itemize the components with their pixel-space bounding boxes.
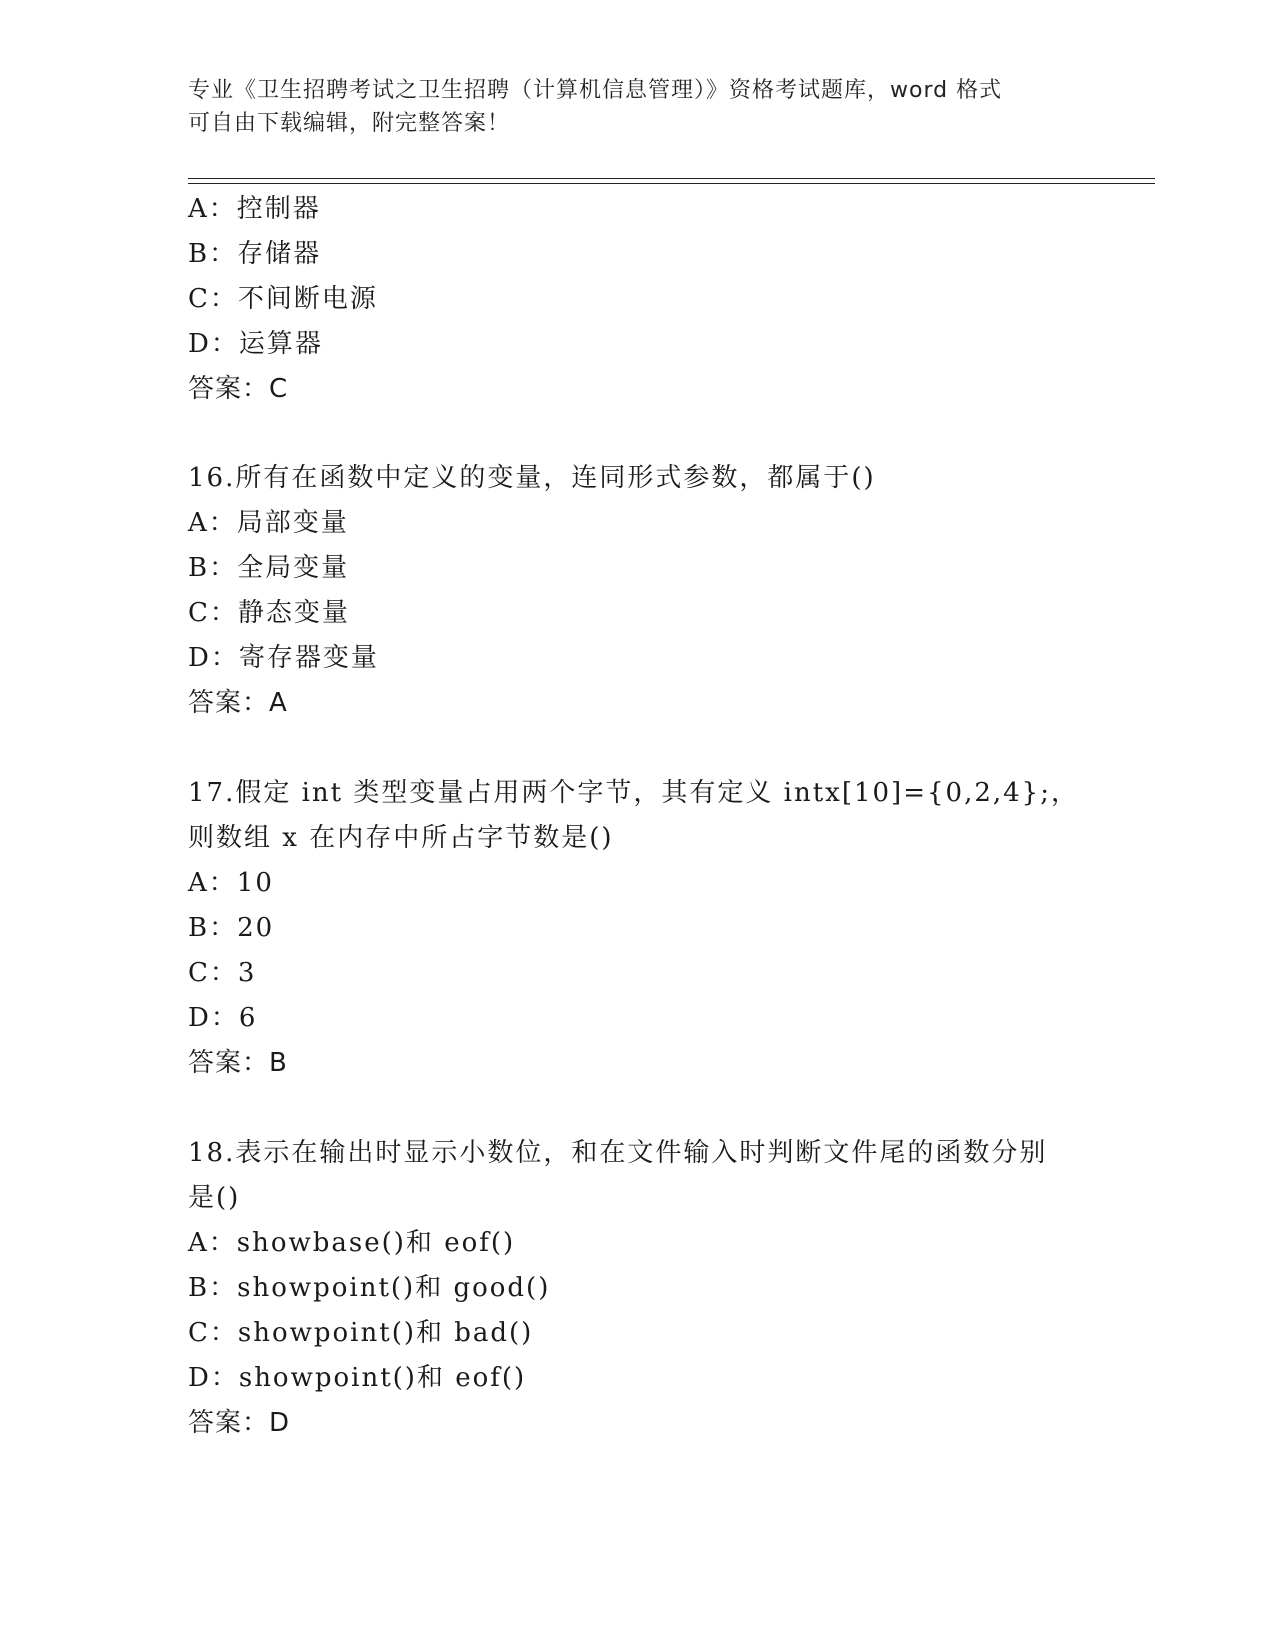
q15-option-a: A：控制器 xyxy=(188,194,321,224)
q18-answer: 答案：D xyxy=(188,1408,291,1438)
q18-option-d: D：showpoint()和 eof() xyxy=(188,1363,527,1393)
q17-answer: 答案：B xyxy=(188,1048,288,1078)
q18-option-c: C：showpoint()和 bad() xyxy=(188,1318,534,1348)
q17-option-a: A：10 xyxy=(188,868,274,898)
q16-answer: 答案：A xyxy=(188,688,288,718)
q15-option-c: C：不间断电源 xyxy=(188,284,378,314)
q18-question-line-2: 是() xyxy=(188,1183,241,1213)
q17-question-line-2: 则数组 x 在内存中所占字节数是() xyxy=(188,823,614,853)
q16-question: 16.所有在函数中定义的变量，连同形式参数，都属于() xyxy=(188,463,876,493)
q15-option-d: D：运算器 xyxy=(188,329,323,359)
q17-option-d: D：6 xyxy=(188,1003,258,1033)
header-line-2: 可自由下载编辑，附完整答案！ xyxy=(188,111,511,136)
q17-option-c: C：3 xyxy=(188,958,257,988)
q15-answer: 答案：C xyxy=(188,374,289,404)
q17-question-line-1: 17.假定 int 类型变量占用两个字节，其有定义 intx[10]={0,2,4};， xyxy=(188,778,1079,808)
q15-option-b: B：存储器 xyxy=(188,239,322,269)
q16-option-d: D：寄存器变量 xyxy=(188,643,379,673)
header-divider-top xyxy=(188,178,1155,179)
q16-option-b: B：全局变量 xyxy=(188,553,350,583)
q16-option-c: C：静态变量 xyxy=(188,598,350,628)
header-line-1: 专业《卫生招聘考试之卫生招聘（计算机信息管理）》资格考试题库，word 格式 xyxy=(188,78,1003,103)
document-header xyxy=(188,74,1088,140)
q18-option-a: A：showbase()和 eof() xyxy=(188,1228,516,1258)
q18-question-line-1: 18.表示在输出时显示小数位，和在文件输入时判断文件尾的函数分别 xyxy=(188,1138,1048,1168)
q17-option-b: B：20 xyxy=(188,913,275,943)
q16-option-a: A：局部变量 xyxy=(188,508,349,538)
header-divider-bottom xyxy=(188,183,1155,184)
q18-option-b: B：showpoint()和 good() xyxy=(188,1273,551,1303)
